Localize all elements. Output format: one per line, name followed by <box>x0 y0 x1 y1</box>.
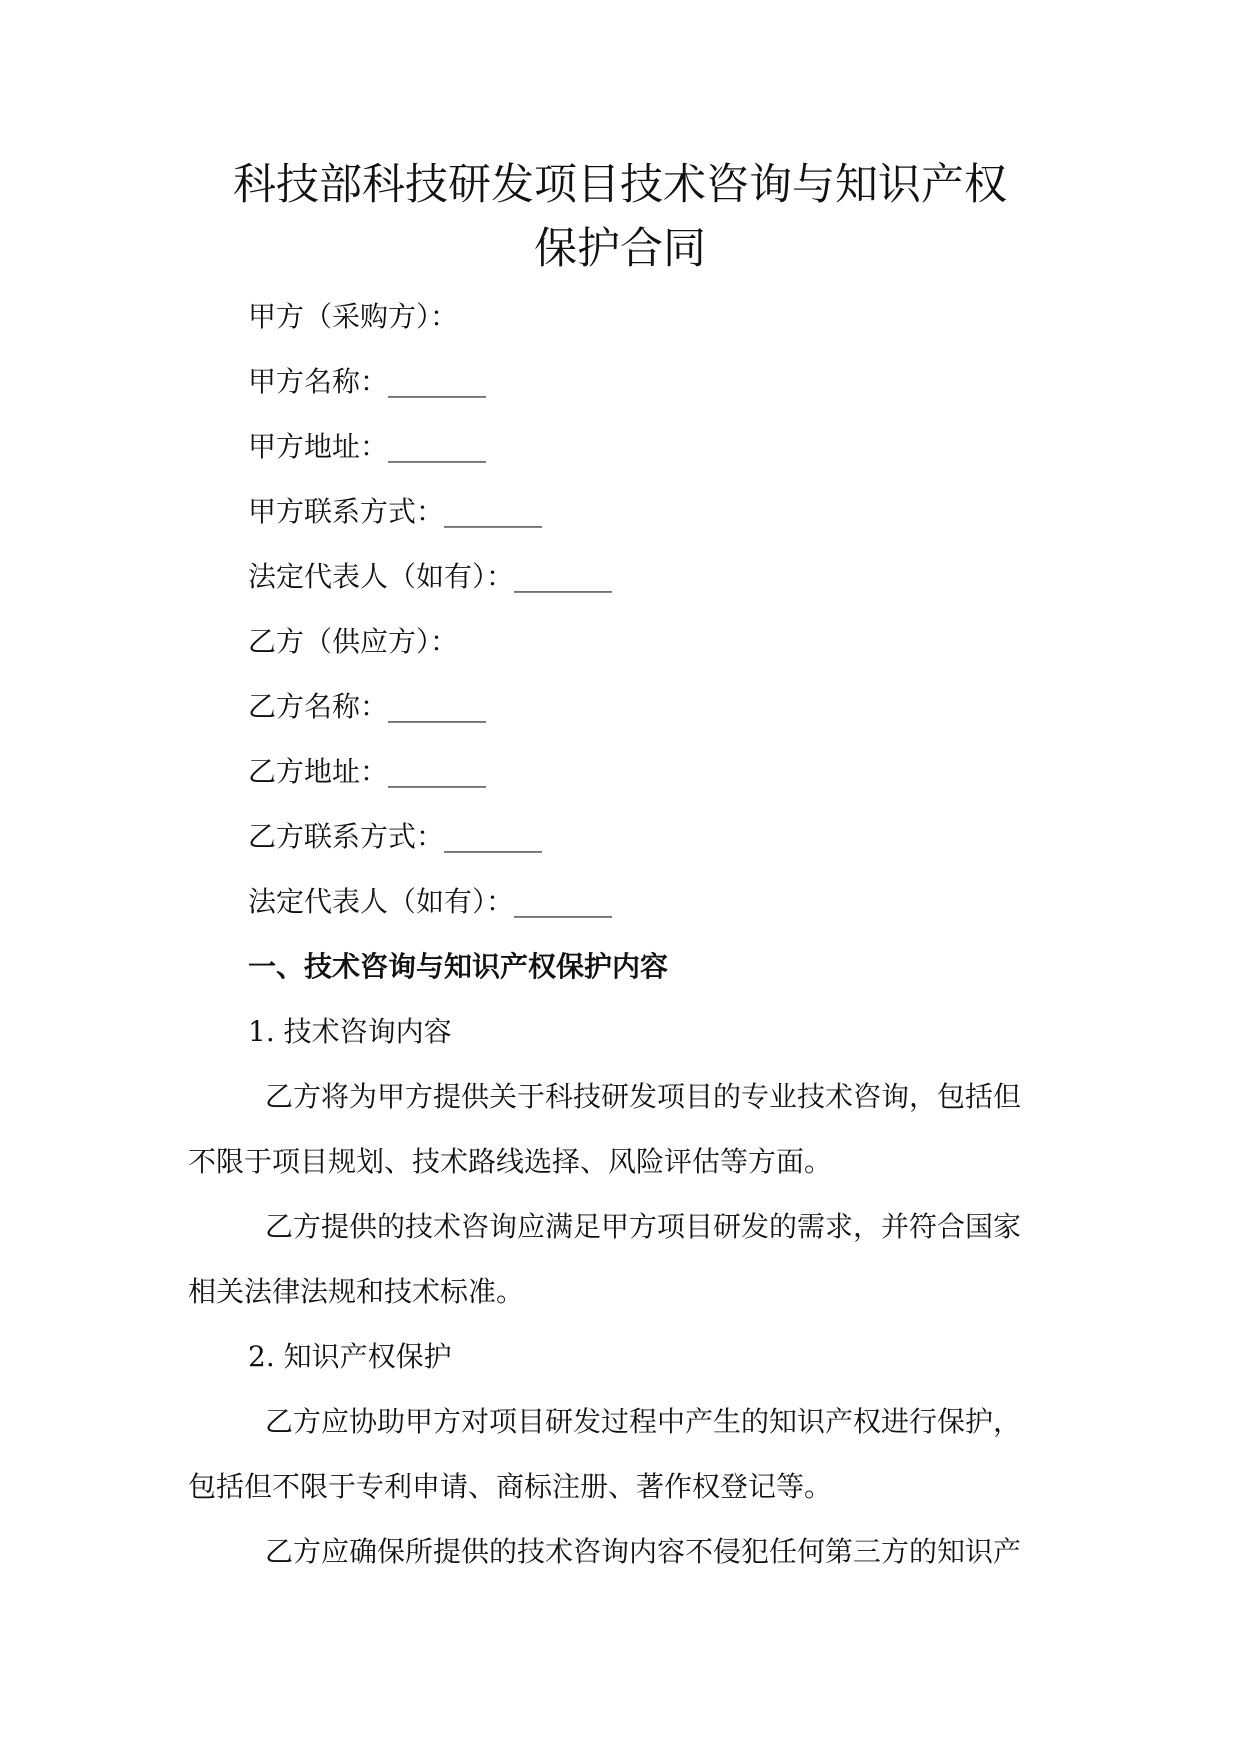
party-a-legal-rep: 法定代表人（如有）：_______ <box>248 560 613 593</box>
party-a-contact: 甲方联系方式：_______ <box>248 495 543 528</box>
party-b-name: 乙方名称：_______ <box>248 690 487 723</box>
party-b-contact: 乙方联系方式：_______ <box>248 820 543 853</box>
paragraph-line: 乙方提供的技术咨询应满足甲方项目研发的需求，并符合国家 <box>265 1210 1022 1243</box>
paragraph <box>188 1389 1068 1519</box>
paragraph <box>188 1519 1068 1584</box>
section-heading: 一、技术咨询与知识产权保护内容 <box>248 950 669 983</box>
party-a-name: 甲方名称：_______ <box>248 365 487 398</box>
party-a-address: 甲方地址：_______ <box>248 430 487 463</box>
title-line: 保护合同 <box>534 224 706 274</box>
paragraph-line: 乙方应确保所提供的技术咨询内容不侵犯任何第三方的知识产 <box>265 1535 1022 1568</box>
paragraph <box>188 1194 1068 1324</box>
party-b-header: 乙方（供应方）： <box>248 625 459 658</box>
party-a-header: 甲方（采购方）： <box>248 300 459 333</box>
document-body <box>188 284 1068 1584</box>
paragraph-line: 不限于项目规划、技术路线选择、风险评估等方面。 <box>188 1145 833 1178</box>
paragraph-line: 相关法律法规和技术标准。 <box>188 1275 525 1308</box>
paragraph-line: 乙方应协助甲方对项目研发过程中产生的知识产权进行保护， <box>265 1405 1022 1438</box>
party-b-address: 乙方地址：_______ <box>248 755 487 788</box>
subsection-title: 2. 知识产权保护 <box>248 1340 452 1373</box>
document-title <box>150 153 1090 281</box>
title-line: 科技部科技研发项目技术咨询与知识产权 <box>233 160 1007 210</box>
paragraph-line: 包括但不限于专利申请、商标注册、著作权登记等。 <box>188 1470 833 1503</box>
subsection-title: 1. 技术咨询内容 <box>248 1015 452 1048</box>
party-b-legal-rep: 法定代表人（如有）：_______ <box>248 885 613 918</box>
paragraph <box>188 1064 1068 1194</box>
paragraph-line: 乙方将为甲方提供关于科技研发项目的专业技术咨询，包括但 <box>265 1080 1022 1113</box>
